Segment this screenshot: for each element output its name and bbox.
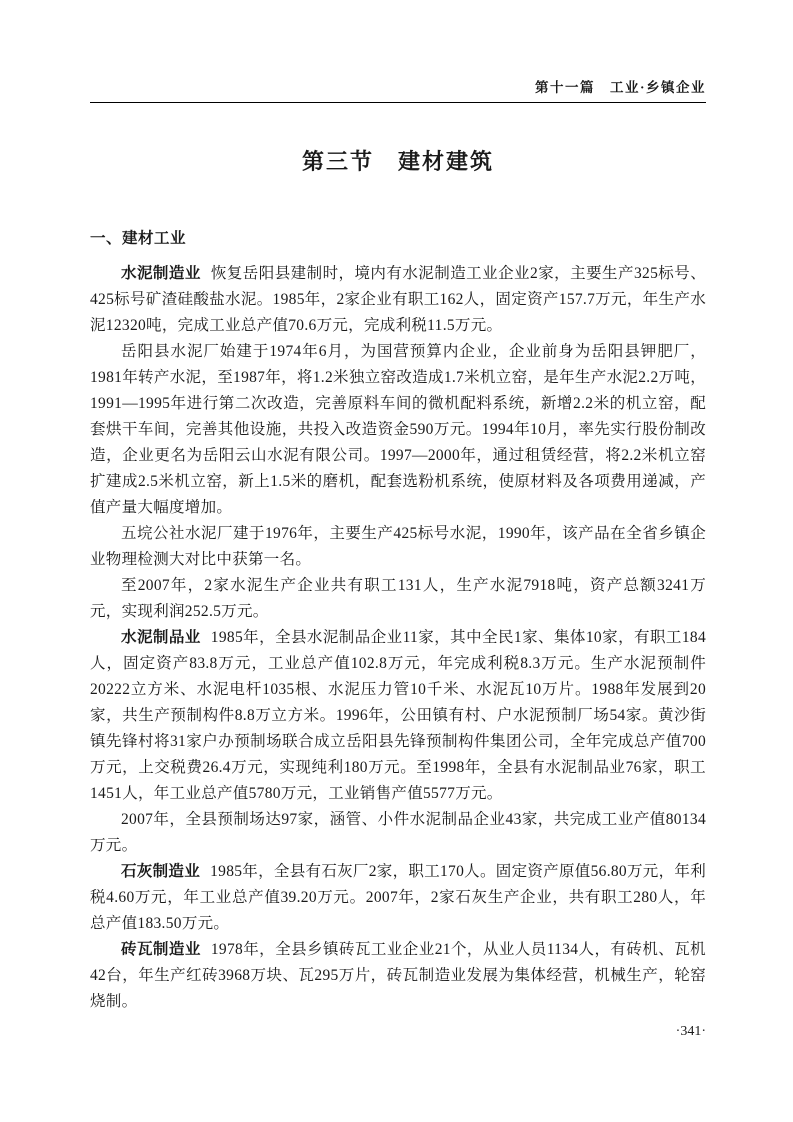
paragraph-text: 恢复岳阳县建制时，境内有水泥制造工业企业2家，主要生产325标号、425标号矿渣硅酸盐水泥。1985年，2家企业有职工162人，固定资产157.7万元，年生产水泥12320吨，完成工业总产值70.6万元，完成利税11.5万元。 [90,265,706,334]
paragraph-text: 2007年，全县预制场达97家，涵管、小件水泥制品企业43家，共完成工业产值80134万元。 [90,811,706,854]
paragraph [90,261,706,339]
paragraph [90,807,706,859]
paragraph [90,521,706,573]
running-head: 第十一篇 工业·乡镇企业 [534,80,706,95]
paragraph-text: 1985年，全县水泥制品企业11家，其中全民1家、集体10家，有职工184人，固定资产83.8万元，工业总产值102.8万元，年完成利税8.3万元。生产水泥预制件20222立方米、水泥电杆1035根、水泥压力管10千米、水泥瓦10万片。1988年发展到20家，共生产预制构件8.8万立方米。1996年，公田镇有村、户水泥预制厂场54家。黄沙街镇先锋村将31家户办预制场联合成立岳阳县先锋预制构件集团公司，全年完成总产值700万元，上交税费26.4万元，实现纯利180万元。至1998年，全县有水泥制品业76家，职工1451人，年工业总产值5780万元，工业销售产值5577万元。 [90,629,706,802]
paragraph-lead: 砖瓦制造业 [121,941,201,958]
paragraph-text: 五垸公社水泥厂建于1976年，主要生产425标号水泥，1990年，该产品在全省乡镇企业物理检测大对比中获第一名。 [90,525,706,568]
page-content [90,0,706,1015]
paragraph [90,339,706,521]
page-number: ·341· [675,1024,706,1039]
paragraph-text: 1985年，全县有石灰厂2家，职工170人。固定资产原值56.80万元，年利税4.60万元，年工业总产值39.20万元。2007年，2家石灰生产企业，共有职工280人，年总产值183.50万元。 [90,863,706,932]
paragraph-lead: 水泥制造业 [121,265,201,282]
body-text [90,261,706,1015]
header-rule [90,102,706,103]
paragraph-lead: 水泥制品业 [121,629,201,646]
paragraph-text: 1978年，全县乡镇砖瓦工业企业21个，从业人员1134人，有砖机、瓦机42台，年生产红砖3968万块、瓦295万片，砖瓦制造业发展为集体经营，机械生产，轮窑烧制。 [90,941,706,1010]
paragraph [90,937,706,1015]
paragraph-lead: 石灰制造业 [121,863,201,880]
section-title: 第三节 建材建筑 [301,149,494,174]
paragraph [90,573,706,625]
subsection-title: 一、建材工业 [90,230,187,247]
paragraph-text: 至2007年，2家水泥生产企业共有职工131人，生产水泥7918吨，资产总额3241万元，实现利润252.5万元。 [90,577,706,620]
paragraph [90,859,706,937]
paragraph [90,625,706,807]
paragraph-text: 岳阳县水泥厂始建于1974年6月，为国营预算内企业，企业前身为岳阳县钾肥厂，1981年转产水泥，至1987年，将1.2米独立窑改造成1.7米机立窑，是年生产水泥2.2万吨，1991—1995年进行第二次改造，完善原料车间的微机配料系统，新增2.2米的机立窑，配套烘干车间，完善其他设施，共投入改造资金590万元。1994年10月，率先实行股份制改造，企业更名为岳阳云山水泥有限公司。1997—2000年，通过租赁经营，将2.2米机立窑扩建成2.5米机立窑，新上1.5米的磨机，配套选粉机系统，使原材料及各项费用递减，产值产量大幅度增加。 [90,343,706,516]
